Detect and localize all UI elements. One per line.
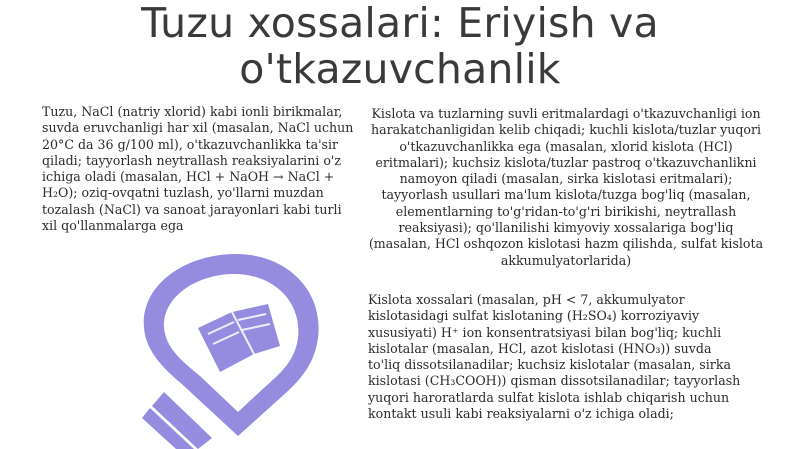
lightbulb-with-book-icon (128, 250, 328, 449)
slide-title: Tuzu xossalari: Eriyish va o'tkazuvchanlik (141, 0, 659, 93)
paragraph-acid-properties: Kislota xossalari (masalan, pH < 7, akkumulyator kislotasidagi sulfat kislotaning (H₂SO₄) korroziyaviy xususiyati) H⁺ ion konsentratsiyasi bilan bog'liq; kuchli kislotalar (masalan, HCl, azot kislotasi (HNO₃)) suvda to'liq dissotsilanadilar; kuchsiz kislotalar (masalan, sirka kislotasi (CH₃COOH)) qisman dissotsilanadilar; tayyorlash yuqori haroratlarda sulfat kislota ishlab chiqarish uchun kontakt usuli kabi reaksiyalarni o'z ichiga oladi; (368, 292, 741, 422)
paragraph-conductivity: Kislota va tuzlarning suvli eritmalardagi o'tkazuvchanligi ion harakatchanligidan kelib chiqadi; kuchli kislota/tuzlar yuqori o'tkazuvchanlikka ega (masalan, xlorid kislota (HCl) eritmalari); kuchsiz kislota/tuzlar pastroq o'tkazuvchanlikni namoyon qiladi (masalan, sirka kislotasi eritmalari); tayyorlash usullari ma'lum kislota/tuzga bog'liq (masalan, elementlarning to'g'ridan-to'g'ri birikishi, neytrallash reaksiyasi); qo'llanilishi kimyoviy xossalariga bog'liq (masalan, HCl oshqozon kislotasi hazm qilishda, sulfat kislota akkumulyatorlarida) (368, 106, 764, 268)
paragraph-salt-properties: Tuzu, NaCl (natriy xlorid) kabi ionli birikmalar, suvda eruvchanligi har xil (masalan, NaCl uchun 20°C da 36 g/100 ml), o'tkazuvchanlikka ta'sir qiladi; tayyorlash neytrallash reaksiyalarini o'z ichiga oladi (masalan, HCl + NaOH → NaCl + H₂O); oziq-ovqatni tuzlash, yo'llarni muzdan tozalash (NaCl) va sanoat jarayonlari kabi turli xil qo'llanmalarga ega (42, 104, 354, 234)
